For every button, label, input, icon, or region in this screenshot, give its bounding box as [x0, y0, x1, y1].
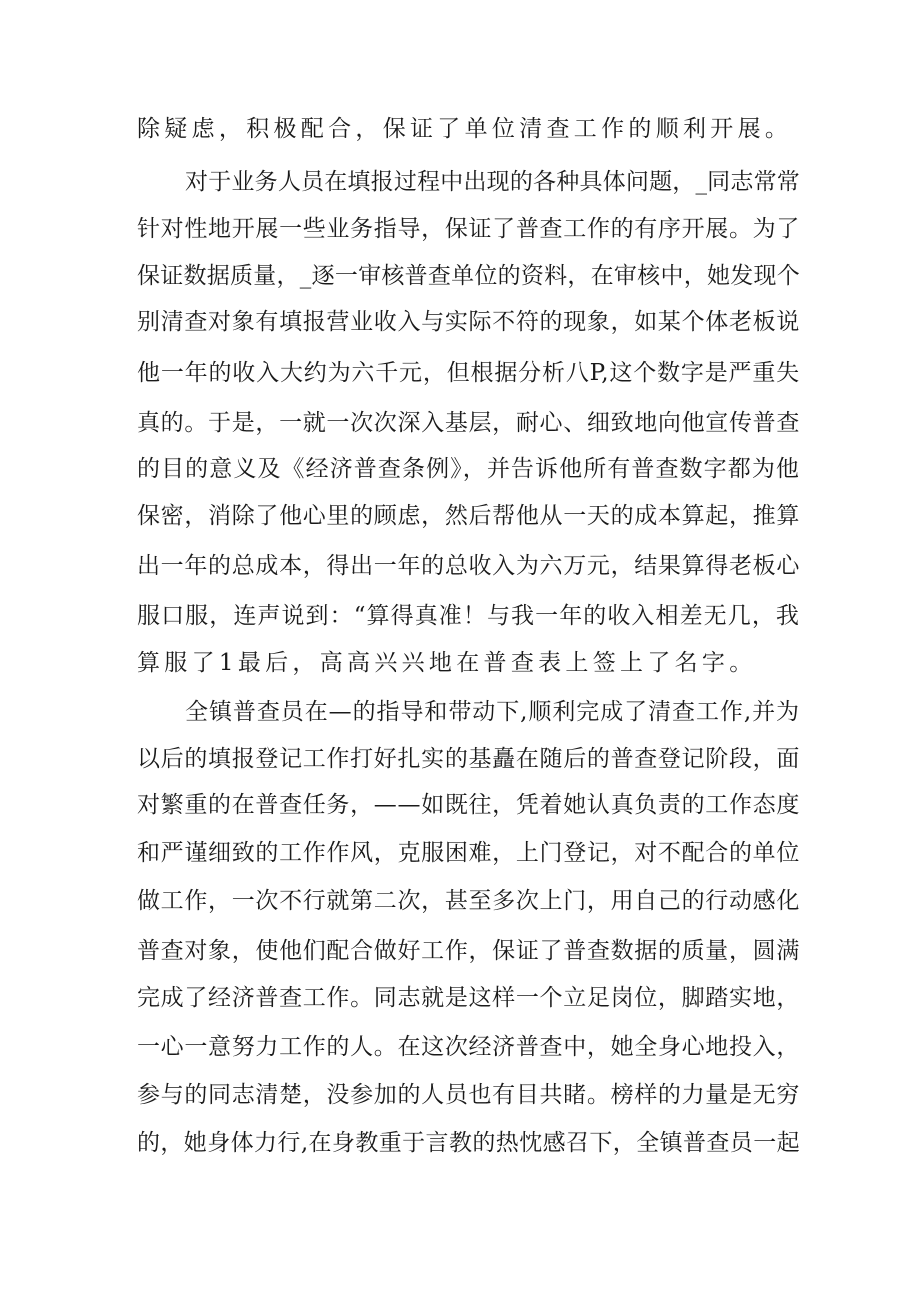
text-line: 他一年的收入大约为六千元，但根据分析八P,这个数字是严重失 — [137, 360, 800, 386]
text-line: 的，她身体力行,在身教重于言教的热忱感召下，全镇普查员一起 — [137, 1130, 800, 1156]
text-line: 完成了经济普查工作。同志就是这样一个立足岗位，脚踏实地， — [137, 985, 800, 1011]
text-line: 全镇普查员在—的指导和带动下,顺利完成了清查工作,并为 — [185, 699, 800, 725]
text-line: 一心一意努力工作的人。在这次经济普查中，她全身心地投入， — [137, 1034, 800, 1060]
text-line: 除疑虑，积极配合，保证了单位清查工作的顺利开展。 — [137, 116, 793, 142]
text-line: 针对性地开展一些业务指导，保证了普查工作的有序开展。为了 — [137, 216, 800, 242]
text-line: 服口服，连声说到：“算得真准！与我一年的收入相差无几，我 — [137, 603, 800, 629]
text-line: 做工作，一次不行就第二次，甚至多次上门，用自己的行动感化 — [137, 888, 800, 914]
text-line: 保证数据质量，_逐一审核普查单位的资料，在审核中，她发现个 — [137, 263, 800, 289]
text-line: 保密，消除了他心里的顾虑，然后帮他从一天的成本算起，推算 — [137, 503, 800, 529]
text-line: 以后的填报登记工作打好扎实的基矗在随后的普查登记阶段，面 — [137, 746, 800, 772]
text-line: 真的。于是，一就一次次深入基层，耐心、细致地向他宣传普查 — [137, 410, 800, 436]
text-line: 对于业务人员在填报过程中出现的各种具体问题，_同志常常 — [185, 169, 800, 195]
text-line: 和严谨细致的工作作风，克服困难，上门登记，对不配合的单位 — [137, 840, 800, 866]
text-line: 的目的意义及《经济普查条例》，并告诉他所有普查数字都为他 — [137, 456, 800, 482]
text-line: 普查对象，使他们配合做好工作，保证了普查数据的质量，圆满 — [137, 938, 800, 964]
text-line: 参与的同志清楚，没参加的人员也有目共睹。榜样的力量是无穷 — [137, 1082, 800, 1108]
text-line: 对繁重的在普查任务，——如既往，凭着她认真负责的工作态度 — [137, 792, 800, 818]
text-line: 别清查对象有填报营业收入与实际不符的现象，如某个体老板说 — [137, 309, 800, 335]
text-line: 出一年的总成本，得出一年的总收入为六万元，结果算得老板心 — [137, 553, 800, 579]
text-line: 算服了1最后，高高兴兴地在普查表上签上了名字。 — [137, 650, 757, 676]
